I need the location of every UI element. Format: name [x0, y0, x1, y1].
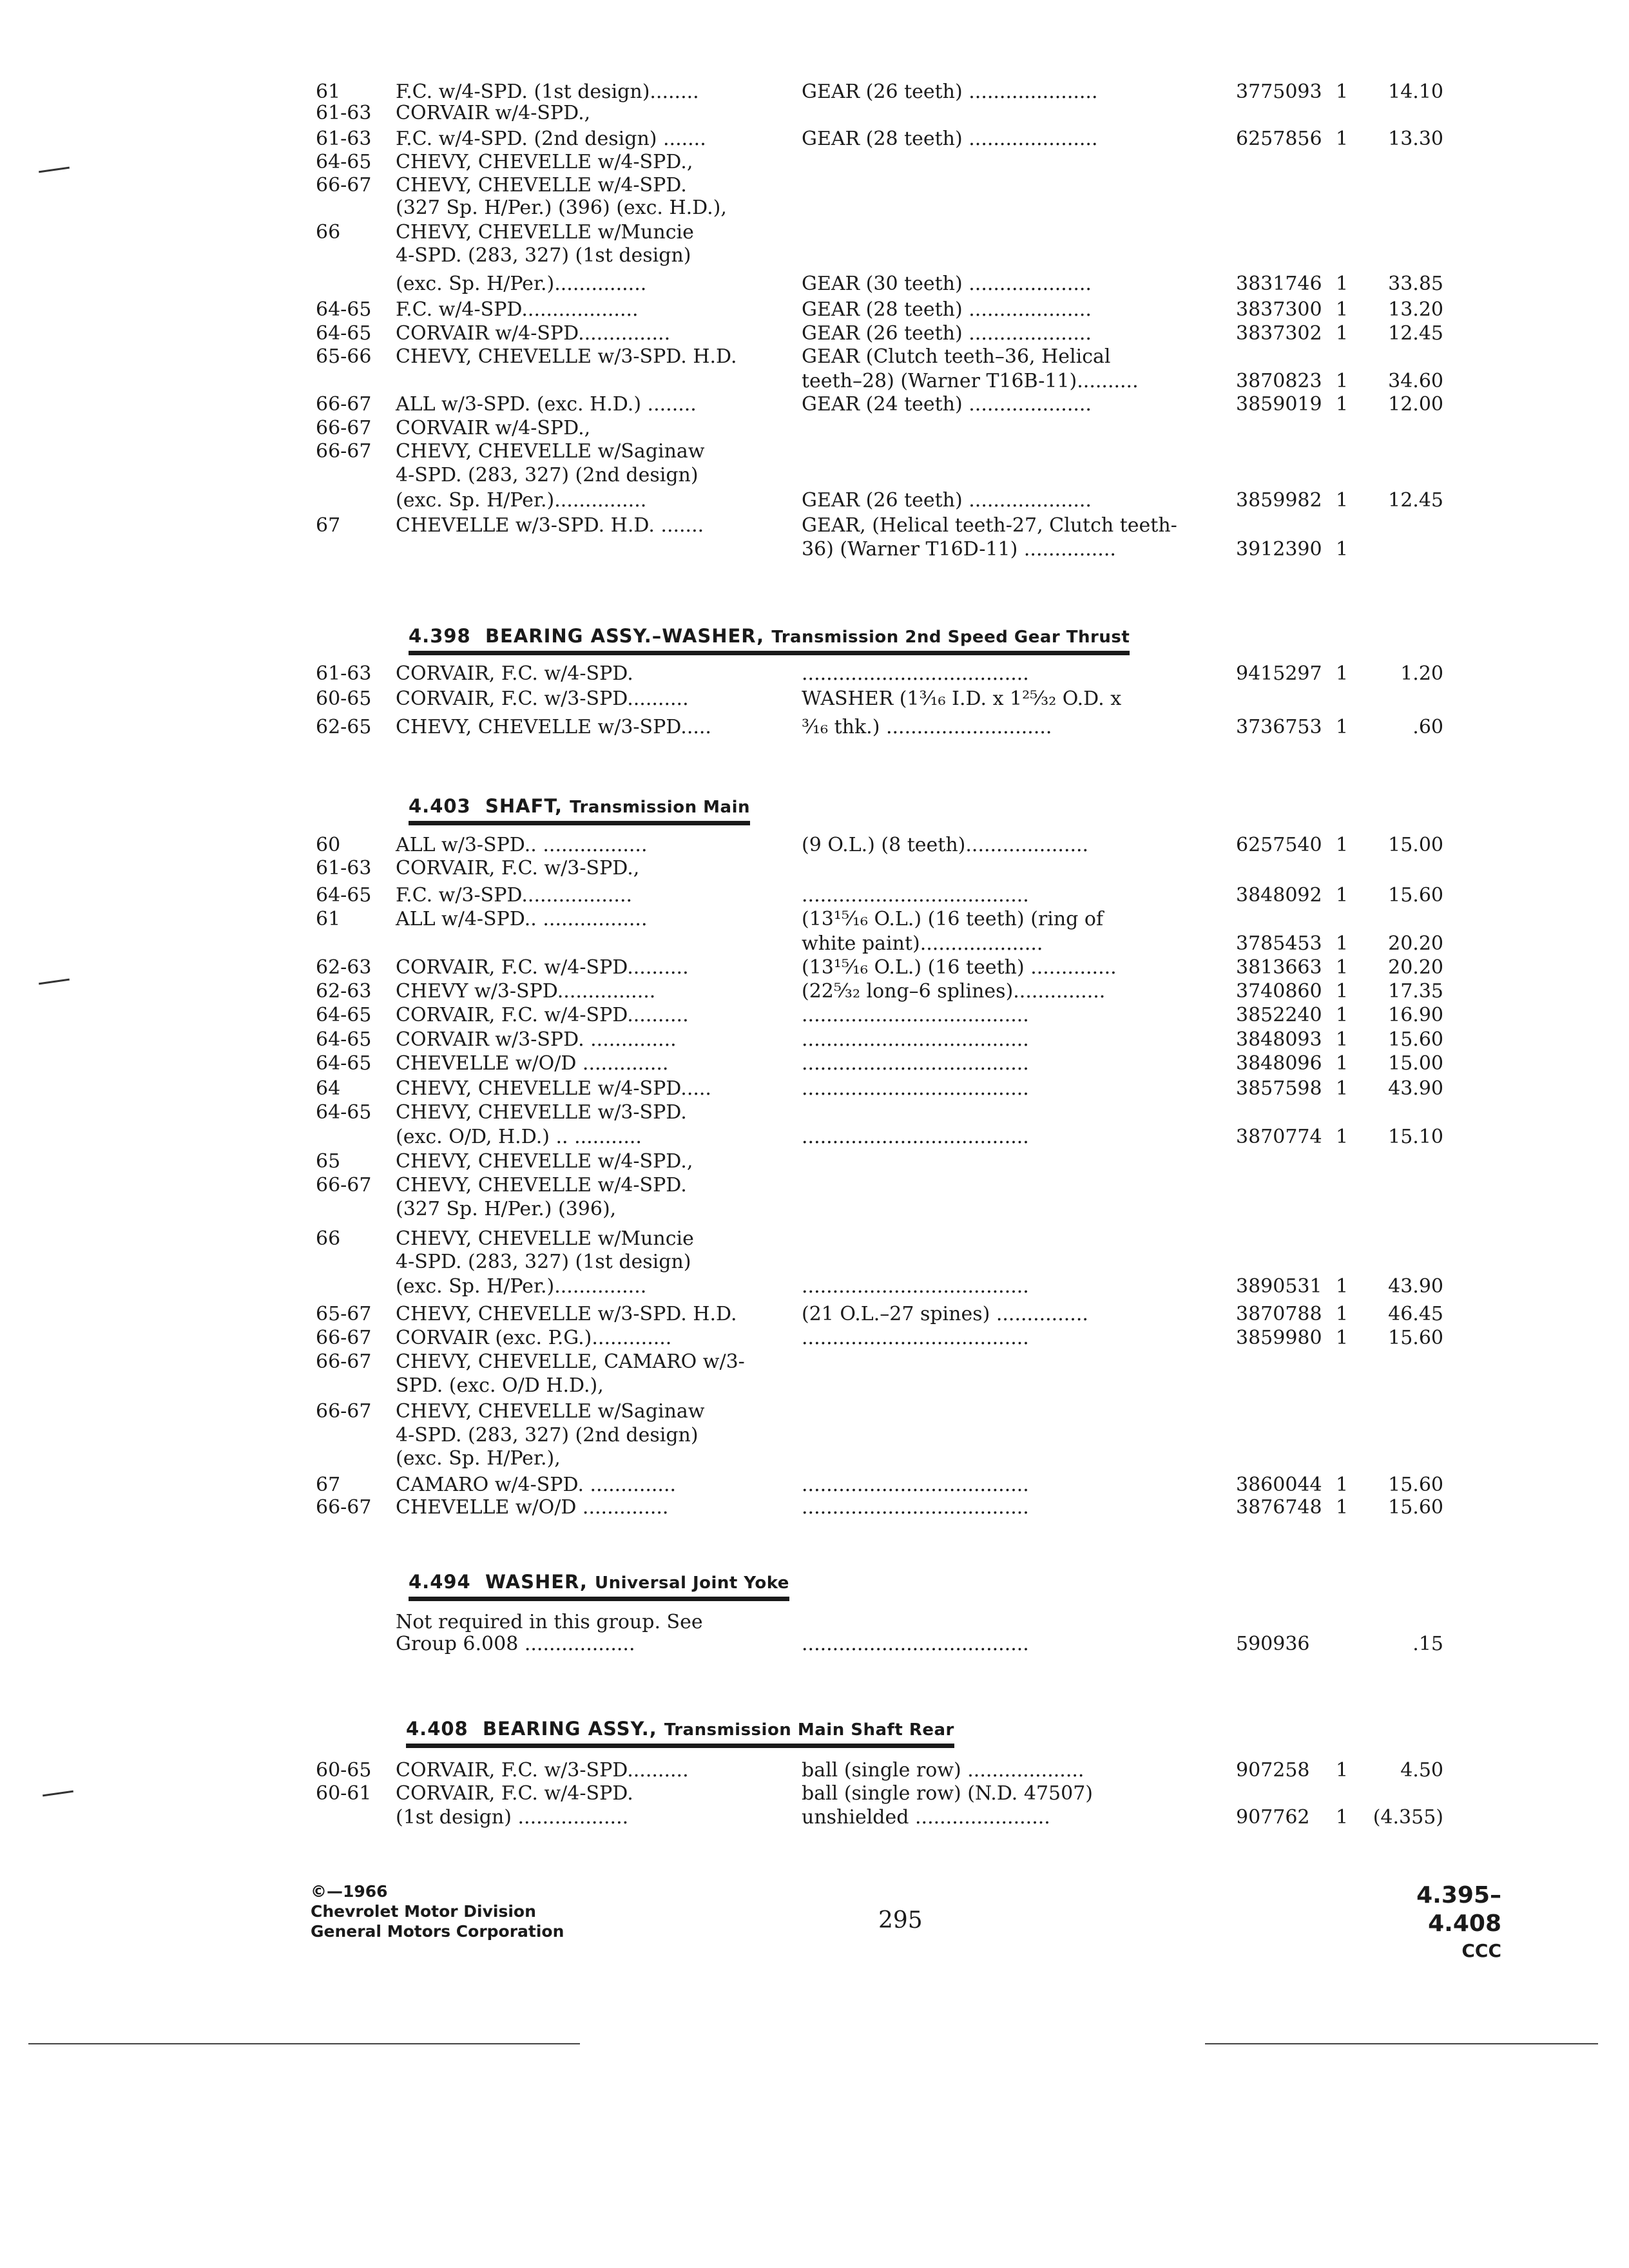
application: Not required in this group. See: [396, 1611, 703, 1633]
part-description: .....................................: [802, 1077, 1029, 1100]
application: F.C. w/4-SPD. (2nd design) .......: [396, 128, 706, 150]
application: (327 Sp. H/Per.) (396),: [396, 1198, 617, 1220]
application: ALL w/4-SPD.. .................: [396, 908, 648, 930]
list-price: 15.00: [1388, 834, 1443, 856]
model-years: 64-65: [316, 151, 372, 173]
part-number: 3785453: [1236, 932, 1322, 955]
list-price: 14.10: [1388, 81, 1443, 103]
part-description: (13¹⁵⁄₁₆ O.L.) (16 teeth) (ring of: [802, 908, 1104, 930]
section-subtitle: Transmission 2nd Speed Gear Thrust: [771, 628, 1130, 647]
list-price: 12.45: [1388, 489, 1443, 512]
part-description: unshielded ......................: [802, 1806, 1050, 1829]
section-code: 4.494: [409, 1571, 471, 1593]
list-price: (4.355): [1373, 1806, 1443, 1829]
model-years: 66: [316, 221, 341, 244]
section-header-4403: [409, 795, 750, 825]
model-years: 61-63: [316, 857, 372, 879]
part-number: 3870788: [1236, 1303, 1322, 1325]
list-price: 43.90: [1388, 1077, 1443, 1100]
part-description: GEAR (30 teeth) ....................: [802, 273, 1092, 295]
model-years: 61: [316, 908, 341, 930]
part-description: .....................................: [802, 1474, 1029, 1496]
part-description: GEAR, (Helical teeth-27, Clutch teeth-: [802, 514, 1177, 537]
model-years: 64-65: [316, 884, 372, 907]
model-years: 64-65: [316, 298, 372, 321]
section-subtitle: Transmission Main: [570, 798, 750, 817]
model-years: 65-67: [316, 1303, 372, 1325]
model-years: 65-66: [316, 345, 372, 368]
model-years: 61-63: [316, 102, 372, 124]
part-number: 3837300: [1236, 298, 1322, 321]
quantity: 1: [1336, 538, 1349, 561]
margin-mark: [39, 979, 70, 985]
model-years: 66-67: [316, 1350, 372, 1373]
part-number: 9415297: [1236, 662, 1322, 685]
application: F.C. w/3-SPD..................: [396, 884, 633, 907]
quantity: 1: [1336, 716, 1349, 738]
model-years: 60-65: [316, 1759, 372, 1782]
part-number: 3860044: [1236, 1474, 1322, 1496]
model-years: 66-67: [316, 417, 372, 439]
quantity: 1: [1336, 81, 1349, 103]
application: CHEVY, CHEVELLE w/Muncie: [396, 221, 694, 244]
application: CORVAIR, F.C. w/3-SPD..........: [396, 687, 689, 710]
part-description: .....................................: [802, 662, 1029, 685]
application: CORVAIR (exc. P.G.).............: [396, 1327, 672, 1349]
application: CHEVY, CHEVELLE w/Saginaw: [396, 440, 705, 463]
corporation-name: General Motors Corporation: [311, 1922, 564, 1941]
list-price: 15.10: [1388, 1126, 1443, 1148]
list-price: 46.45: [1388, 1303, 1443, 1325]
application: CHEVY, CHEVELLE, CAMARO w/3-: [396, 1350, 745, 1373]
margin-mark: [43, 1791, 73, 1797]
part-description: GEAR (28 teeth) .....................: [802, 128, 1098, 150]
model-years: 62-65: [316, 716, 372, 738]
part-number: 3775093: [1236, 81, 1322, 103]
application: 4-SPD. (283, 327) (2nd design): [396, 464, 699, 486]
publisher-block: [311, 1881, 564, 1941]
part-description: ³⁄₁₆ thk.) ...........................: [802, 716, 1052, 738]
application: CORVAIR w/4-SPD...............: [396, 322, 671, 345]
application: (exc. Sp. H/Per.),: [396, 1447, 561, 1470]
part-number: 3736753: [1236, 716, 1322, 738]
model-years: 66-67: [316, 393, 372, 416]
list-price: 4.50: [1400, 1759, 1443, 1782]
section-subtitle: Universal Joint Yoke: [595, 1573, 789, 1593]
application: CAMARO w/4-SPD. ..............: [396, 1474, 677, 1496]
model-years: 61: [316, 81, 341, 103]
part-number: 3852240: [1236, 1004, 1322, 1026]
model-years: 66-67: [316, 440, 372, 463]
application: (exc. Sp. H/Per.)...............: [396, 489, 647, 512]
model-years: 64-65: [316, 1028, 372, 1051]
model-years: 64-65: [316, 1052, 372, 1075]
part-number: 3890531: [1236, 1275, 1322, 1298]
application: CORVAIR, F.C. w/3-SPD.,: [396, 857, 640, 879]
model-years: 62-63: [316, 980, 372, 1003]
quantity: 1: [1336, 1474, 1349, 1496]
page-number: 295: [878, 1907, 923, 1934]
list-price: 15.60: [1388, 1028, 1443, 1051]
list-price: 13.30: [1388, 128, 1443, 150]
part-description: .....................................: [802, 884, 1029, 907]
part-number: 907762: [1236, 1806, 1310, 1829]
model-years: 67: [316, 514, 341, 537]
list-price: .15: [1412, 1633, 1443, 1655]
quantity: 1: [1336, 1806, 1349, 1829]
application: CHEVY, CHEVELLE w/Muncie: [396, 1227, 694, 1250]
application: Group 6.008 ..................: [396, 1633, 635, 1655]
application: F.C. w/4-SPD...................: [396, 298, 639, 321]
quantity: 1: [1336, 1759, 1349, 1782]
application: CHEVELLE w/O/D ..............: [396, 1052, 669, 1075]
application: CHEVY, CHEVELLE w/3-SPD.....: [396, 716, 711, 738]
model-years: 66-67: [316, 1174, 372, 1196]
part-number: 6257540: [1236, 834, 1322, 856]
part-description: WASHER (1³⁄₁₆ I.D. x 1²⁵⁄₃₂ O.D. x: [802, 687, 1122, 710]
model-years: 66: [316, 1227, 341, 1250]
list-price: 1.20: [1400, 662, 1443, 685]
part-description: .....................................: [802, 1275, 1029, 1298]
list-price: 16.90: [1388, 1004, 1443, 1026]
model-years: 64-65: [316, 1004, 372, 1026]
section-title: BEARING ASSY.–WASHER,: [485, 625, 765, 647]
quantity: 1: [1336, 1303, 1349, 1325]
part-number: 3870823: [1236, 370, 1322, 392]
copyright: ©—1966: [311, 1882, 388, 1901]
application: CORVAIR, F.C. w/3-SPD..........: [396, 1759, 689, 1782]
part-description: GEAR (28 teeth) ....................: [802, 298, 1092, 321]
page-bottom-rule: [1205, 2043, 1598, 2044]
part-description: (22⁵⁄₃₂ long–6 splines)...............: [802, 980, 1106, 1003]
model-years: 64: [316, 1077, 341, 1100]
quantity: 1: [1336, 1052, 1349, 1075]
part-description: .....................................: [802, 1327, 1029, 1349]
model-years: 64-65: [316, 322, 372, 345]
part-number: 3831746: [1236, 273, 1322, 295]
application: 4-SPD. (283, 327) (1st design): [396, 244, 691, 267]
list-price: 33.85: [1388, 273, 1443, 295]
part-description: GEAR (26 teeth) .....................: [802, 81, 1098, 103]
section-code: 4.403: [409, 795, 471, 817]
part-number: 3876748: [1236, 1496, 1322, 1519]
part-number: 3859019: [1236, 393, 1322, 416]
part-number: 3870774: [1236, 1126, 1322, 1148]
list-price: 12.00: [1388, 393, 1443, 416]
list-price: 43.90: [1388, 1275, 1443, 1298]
application: (exc. Sp. H/Per.)...............: [396, 273, 647, 295]
model-years: 60-61: [316, 1782, 372, 1805]
quantity: 1: [1336, 662, 1349, 685]
model-years: 61-63: [316, 662, 372, 685]
quantity: 1: [1336, 1028, 1349, 1051]
quantity: 1: [1336, 370, 1349, 392]
application: F.C. w/4-SPD. (1st design)........: [396, 81, 699, 103]
section-header-4494: [409, 1571, 789, 1601]
part-number: 3837302: [1236, 322, 1322, 345]
section-code: 4.398: [409, 625, 471, 647]
application: CHEVY, CHEVELLE w/Saginaw: [396, 1400, 705, 1423]
list-price: 15.60: [1388, 884, 1443, 907]
part-number: 6257856: [1236, 128, 1322, 150]
model-years: 62-63: [316, 956, 372, 979]
model-years: 65: [316, 1150, 341, 1173]
section-header-4398: [409, 625, 1130, 655]
part-number: 3859980: [1236, 1327, 1322, 1349]
application: (1st design) ..................: [396, 1806, 629, 1829]
application: CHEVELLE w/3-SPD. H.D. .......: [396, 514, 704, 537]
part-description: .....................................: [802, 1052, 1029, 1075]
page-bottom-rule: [28, 2043, 580, 2044]
model-years: 60-65: [316, 687, 372, 710]
list-price: 20.20: [1388, 956, 1443, 979]
part-number: 3857598: [1236, 1077, 1322, 1100]
margin-mark: [39, 167, 70, 173]
application: CORVAIR, F.C. w/4-SPD.: [396, 662, 633, 685]
section-code: 4.408: [406, 1718, 468, 1740]
part-description: 36) (Warner T16D-11) ...............: [802, 538, 1116, 561]
catalog-code: CCC: [1461, 1940, 1501, 1961]
list-price: 15.60: [1388, 1327, 1443, 1349]
part-description: .....................................: [802, 1028, 1029, 1051]
part-description: GEAR (26 teeth) ....................: [802, 322, 1092, 345]
list-price: 15.00: [1388, 1052, 1443, 1075]
list-price: 20.20: [1388, 932, 1443, 955]
part-number: 590936: [1236, 1633, 1310, 1655]
section-header-4408: [406, 1718, 954, 1748]
quantity: 1: [1336, 393, 1349, 416]
application: CORVAIR w/3-SPD. ..............: [396, 1028, 677, 1051]
list-price: 34.60: [1388, 370, 1443, 392]
application: ALL w/3-SPD.. .................: [396, 834, 648, 856]
section-title: SHAFT,: [485, 795, 563, 817]
application: 4-SPD. (283, 327) (1st design): [396, 1251, 691, 1273]
model-years: 66-67: [316, 174, 372, 197]
part-number: 3740860: [1236, 980, 1322, 1003]
part-description: GEAR (24 teeth) ....................: [802, 393, 1092, 416]
application: SPD. (exc. O/D H.D.),: [396, 1374, 604, 1397]
part-description: .....................................: [802, 1496, 1029, 1519]
list-price: 13.20: [1388, 298, 1443, 321]
division-name: Chevrolet Motor Division: [311, 1902, 536, 1921]
section-range: 4.395–4.408: [1416, 1882, 1501, 1937]
part-description: white paint)....................: [802, 932, 1043, 955]
quantity: 1: [1336, 884, 1349, 907]
quantity: 1: [1336, 834, 1349, 856]
application: CHEVY, CHEVELLE w/4-SPD.,: [396, 1150, 693, 1173]
list-price: .60: [1412, 716, 1443, 738]
quantity: 1: [1336, 1004, 1349, 1026]
part-number: 3912390: [1236, 538, 1322, 561]
quantity: 1: [1336, 1327, 1349, 1349]
part-description: .....................................: [802, 1004, 1029, 1026]
part-description: .....................................: [802, 1633, 1029, 1655]
application: CORVAIR, F.C. w/4-SPD..........: [396, 1004, 689, 1026]
list-price: 17.35: [1388, 980, 1443, 1003]
list-price: 12.45: [1388, 322, 1443, 345]
part-description: GEAR (Clutch teeth–36, Helical: [802, 345, 1111, 368]
application: CHEVY, CHEVELLE w/4-SPD.....: [396, 1077, 711, 1100]
model-years: 61-63: [316, 128, 372, 150]
model-years: 66-67: [316, 1496, 372, 1519]
application: CORVAIR, F.C. w/4-SPD.: [396, 1782, 633, 1805]
application: CHEVY w/3-SPD................: [396, 980, 656, 1003]
part-description: (21 O.L.–27 spines) ...............: [802, 1303, 1088, 1325]
application: (exc. Sp. H/Per.)...............: [396, 1275, 647, 1298]
model-years: 64-65: [316, 1101, 372, 1124]
application: CHEVY, CHEVELLE w/4-SPD.: [396, 174, 687, 197]
model-years: 66-67: [316, 1400, 372, 1423]
part-description: ball (single row) ...................: [802, 1759, 1084, 1782]
quantity: 1: [1336, 1077, 1349, 1100]
application: CHEVY, CHEVELLE w/3-SPD. H.D.: [396, 1303, 737, 1325]
part-number: 907258: [1236, 1759, 1310, 1782]
part-number: 3848093: [1236, 1028, 1322, 1051]
application: (327 Sp. H/Per.) (396) (exc. H.D.),: [396, 197, 727, 219]
part-number: 3813663: [1236, 956, 1322, 979]
part-description: (9 O.L.) (8 teeth)....................: [802, 834, 1089, 856]
application: CHEVELLE w/O/D ..............: [396, 1496, 669, 1519]
application: CORVAIR w/4-SPD.,: [396, 417, 591, 439]
section-range-block: [1360, 1881, 1501, 1964]
part-description: .....................................: [802, 1126, 1029, 1148]
part-description: (13¹⁵⁄₁₆ O.L.) (16 teeth) ..............: [802, 956, 1117, 979]
part-description: GEAR (26 teeth) ....................: [802, 489, 1092, 512]
application: ALL w/3-SPD. (exc. H.D.) ........: [396, 393, 697, 416]
part-number: 3848092: [1236, 884, 1322, 907]
application: (exc. O/D, H.D.) .. ...........: [396, 1126, 642, 1148]
application: CORVAIR w/4-SPD.,: [396, 102, 591, 124]
application: CHEVY, CHEVELLE w/3-SPD. H.D.: [396, 345, 737, 368]
part-description: teeth–28) (Warner T16B-11)..........: [802, 370, 1139, 392]
quantity: 1: [1336, 298, 1349, 321]
list-price: 15.60: [1388, 1474, 1443, 1496]
quantity: 1: [1336, 1496, 1349, 1519]
model-years: 67: [316, 1474, 341, 1496]
quantity: 1: [1336, 932, 1349, 955]
application: CHEVY, CHEVELLE w/4-SPD.,: [396, 151, 693, 173]
model-years: 60: [316, 834, 341, 856]
quantity: 1: [1336, 956, 1349, 979]
section-subtitle: Transmission Main Shaft Rear: [664, 1720, 954, 1740]
quantity: 1: [1336, 1275, 1349, 1298]
quantity: 1: [1336, 128, 1349, 150]
quantity: 1: [1336, 980, 1349, 1003]
model-years: 66-67: [316, 1327, 372, 1349]
quantity: 1: [1336, 489, 1349, 512]
quantity: 1: [1336, 273, 1349, 295]
quantity: 1: [1336, 322, 1349, 345]
quantity: 1: [1336, 1126, 1349, 1148]
application: CORVAIR, F.C. w/4-SPD..........: [396, 956, 689, 979]
part-number: 3848096: [1236, 1052, 1322, 1075]
application: 4-SPD. (283, 327) (2nd design): [396, 1424, 699, 1446]
section-title: BEARING ASSY.,: [482, 1718, 657, 1740]
application: CHEVY, CHEVELLE w/4-SPD.: [396, 1174, 687, 1196]
part-description: ball (single row) (N.D. 47507): [802, 1782, 1094, 1805]
part-number: 3859982: [1236, 489, 1322, 512]
application: CHEVY, CHEVELLE w/3-SPD.: [396, 1101, 687, 1124]
list-price: 15.60: [1388, 1496, 1443, 1519]
section-title: WASHER,: [485, 1571, 588, 1593]
